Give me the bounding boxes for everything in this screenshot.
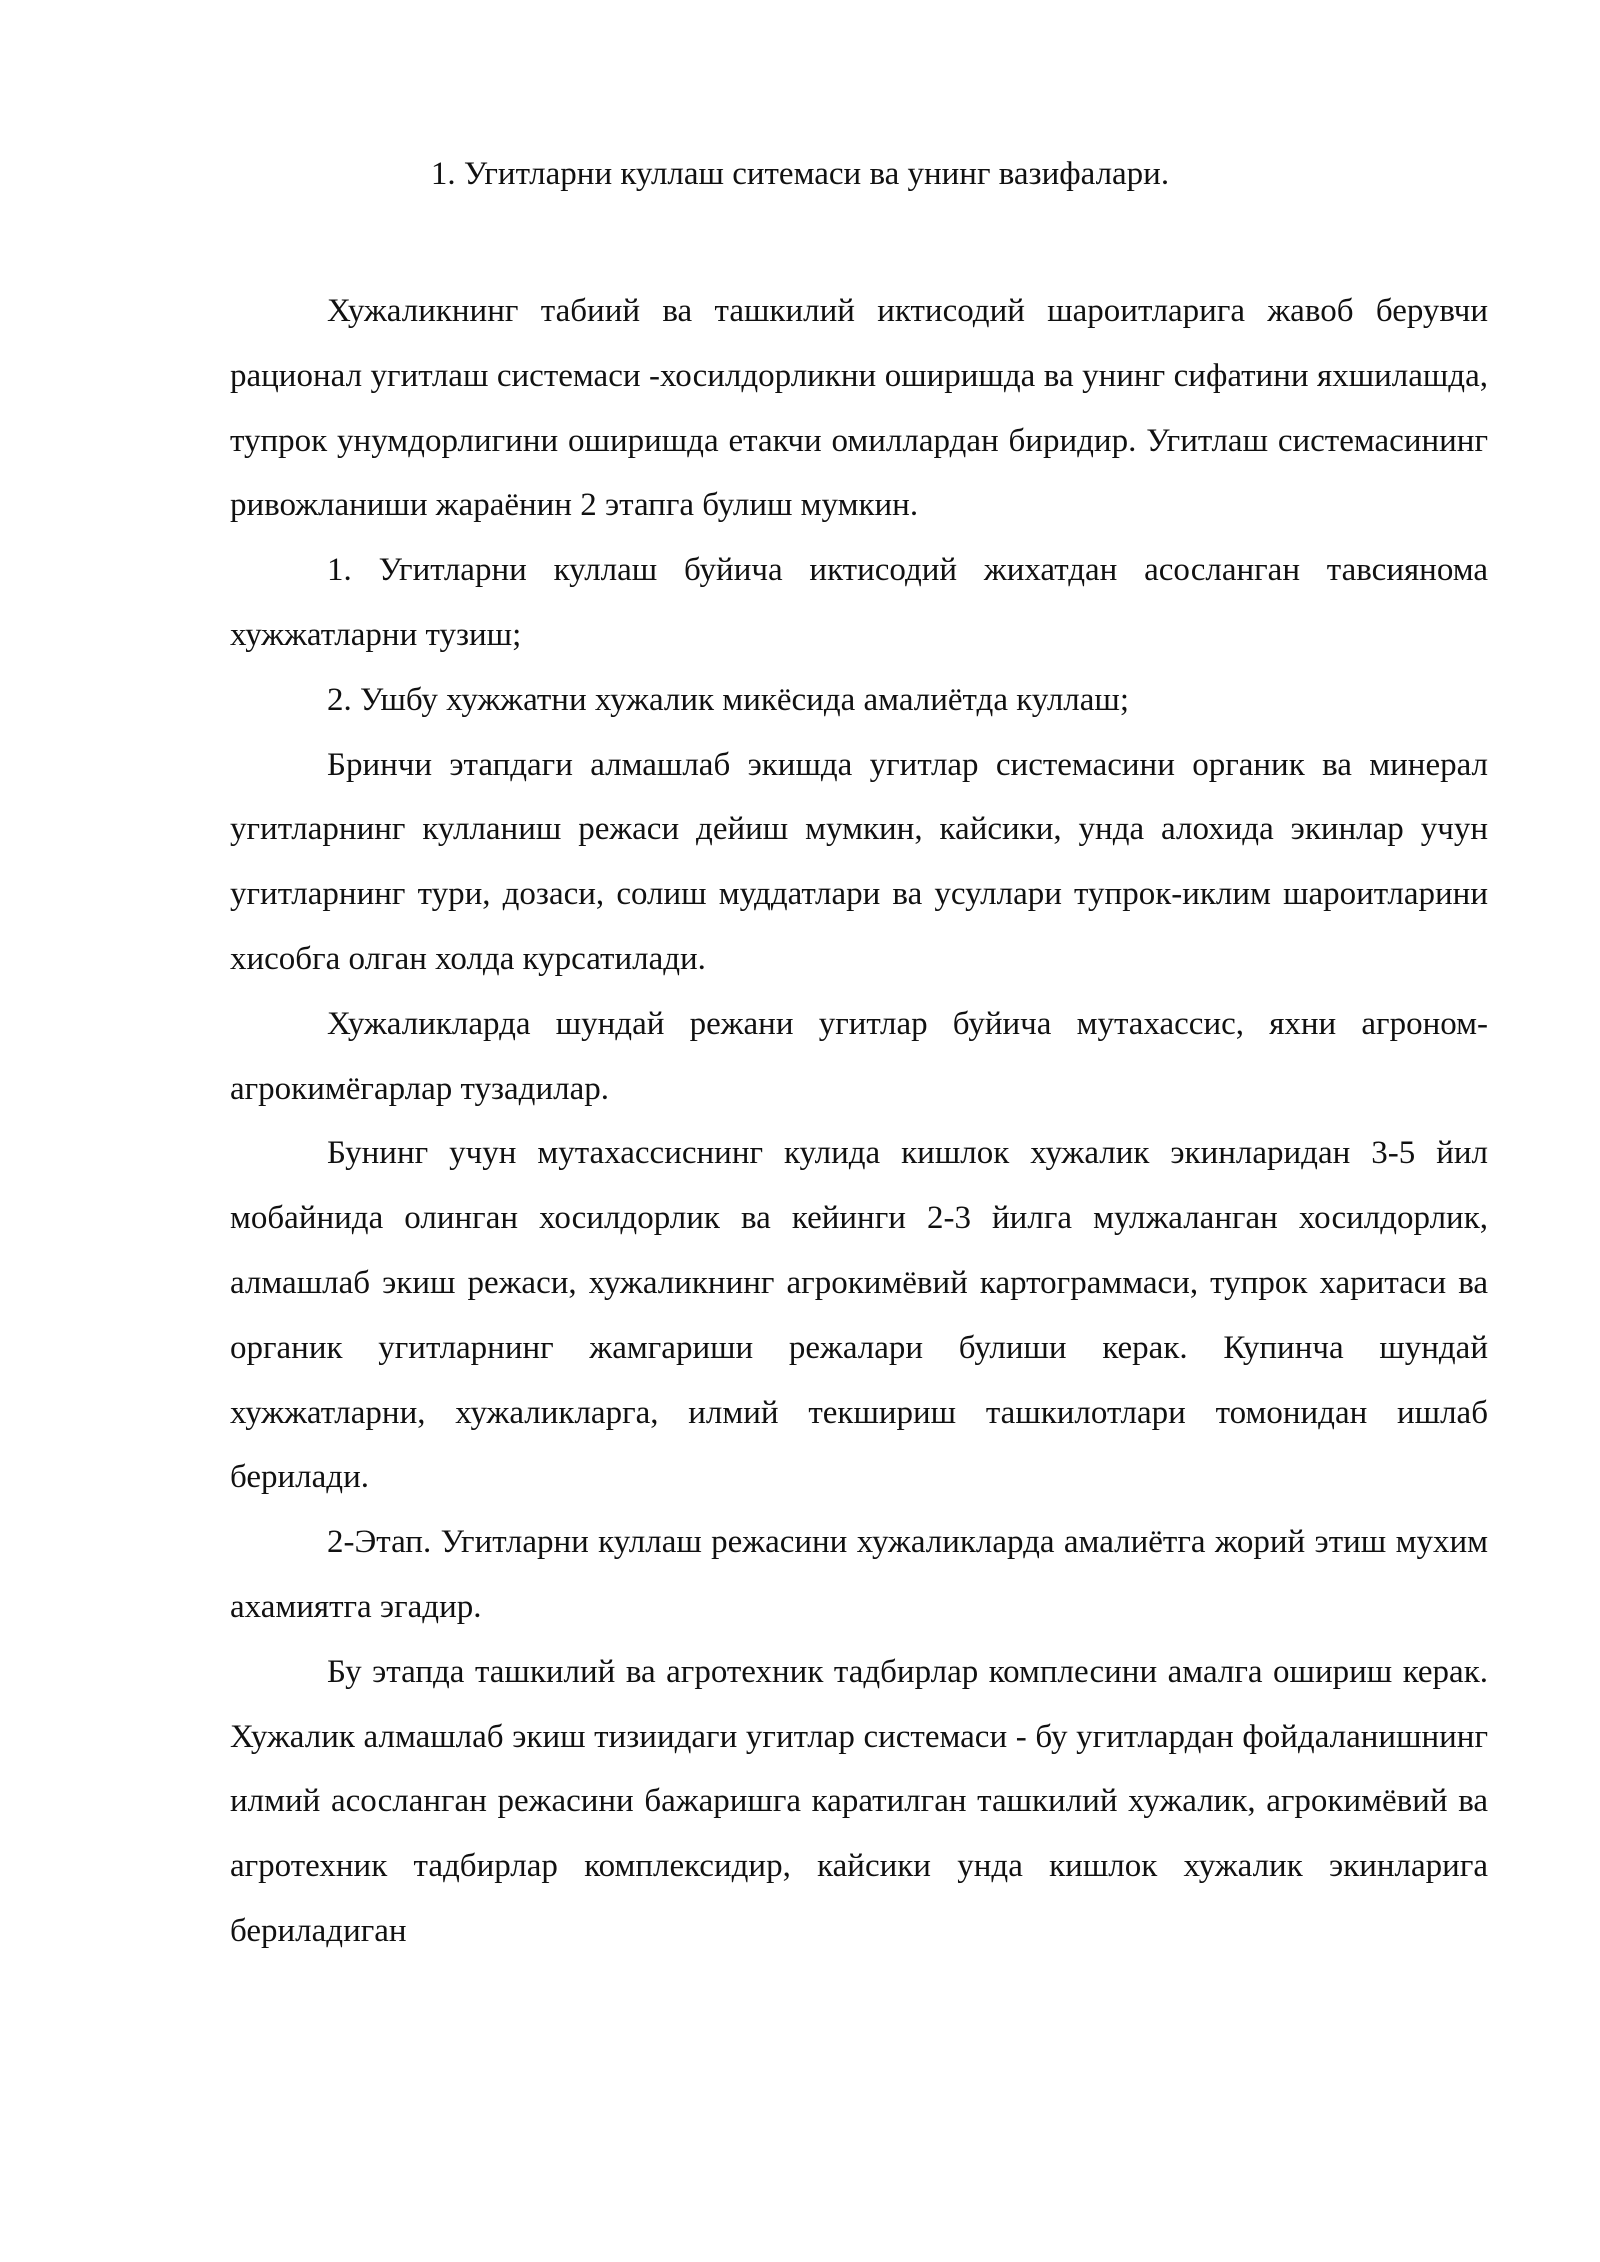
paragraph-measures: Бу этапда ташкилий ва агротехник тадбирлар комплесини амалга ошириш керак. Хужалик алмашлаб экиш тизиидаги угитлар системаси - бу угитлардан фойдаланишнинг илмий асосланган режасини бажаришга каратилган ташкилий хужалик, агрокимёвий ва агротехник тадбирлар комплексидир, кайсики унда кишлок хужалик экинларига бериладиган — [230, 1653, 1488, 1949]
list-item-stage-2: 2. Ушбу хужжатни хужалик микёсида амалиётда куллаш; — [327, 681, 1129, 718]
paragraph-second-stage: 2-Этап. Угитларни куллаш режасини хужаликларда амалиётга жорий этиш мухим ахамиятга эгадир. — [230, 1524, 1488, 1625]
paragraph-first-stage: Бринчи этапдаги алмашлаб экишда угитлар системасини органик ва минерал угитларнинг кулланиш режаси дейиш мумкин, кайсики, унда алохида экинлар учун угитларнинг тури, дозаси, солиш муддатлари ва усуллари тупрок-иклим шароитларини хисобга олган холда курсатилади. — [230, 746, 1488, 977]
document-title: 1. Угитларни куллаш ситемаси ва унинг вазифалари. — [430, 156, 1170, 192]
paragraph-intro: Хужаликнинг табиий ва ташкилий иктисодий шароитларига жавоб берувчи рационал угитлаш системаси -хосилдорликни оширишда ва унинг сифатини яхшилашда, тупрок унумдорлигини оширишда етакчи омиллардан биридир. Угитлаш системасининг ривожланиши жараёнин 2 этапга булиш мумкин. — [230, 293, 1488, 524]
document-body — [230, 279, 1488, 1964]
paragraph-documents: Бунинг учун мутахассиснинг кулида кишлок хужалик экинларидан 3-5 йил мобайнида олинган хосилдорлик ва кейинги 2-3 йилга мулжаланган хосилдорлик, алмашлаб экиш режаси, хужаликнинг агрокимёвий картограммаси, тупрок харитаси ва органик угитларнинг жамгариши режалари булиши керак. Купинча шундай хужжатларни, хужаликларга, илмий текшириш ташкилотлари томонидан ишлаб берилади. — [230, 1135, 1488, 1496]
list-item-stage-1: 1. Угитларни куллаш буйича иктисодий жихатдан асосланган тавсиянома хужжатларни тузиш; — [230, 552, 1488, 653]
paragraph-agronomists: Хужаликларда шундай режани угитлар буйича мутахассис, яхни агроном-агрокимёгарлар тузадилар. — [230, 1005, 1488, 1107]
